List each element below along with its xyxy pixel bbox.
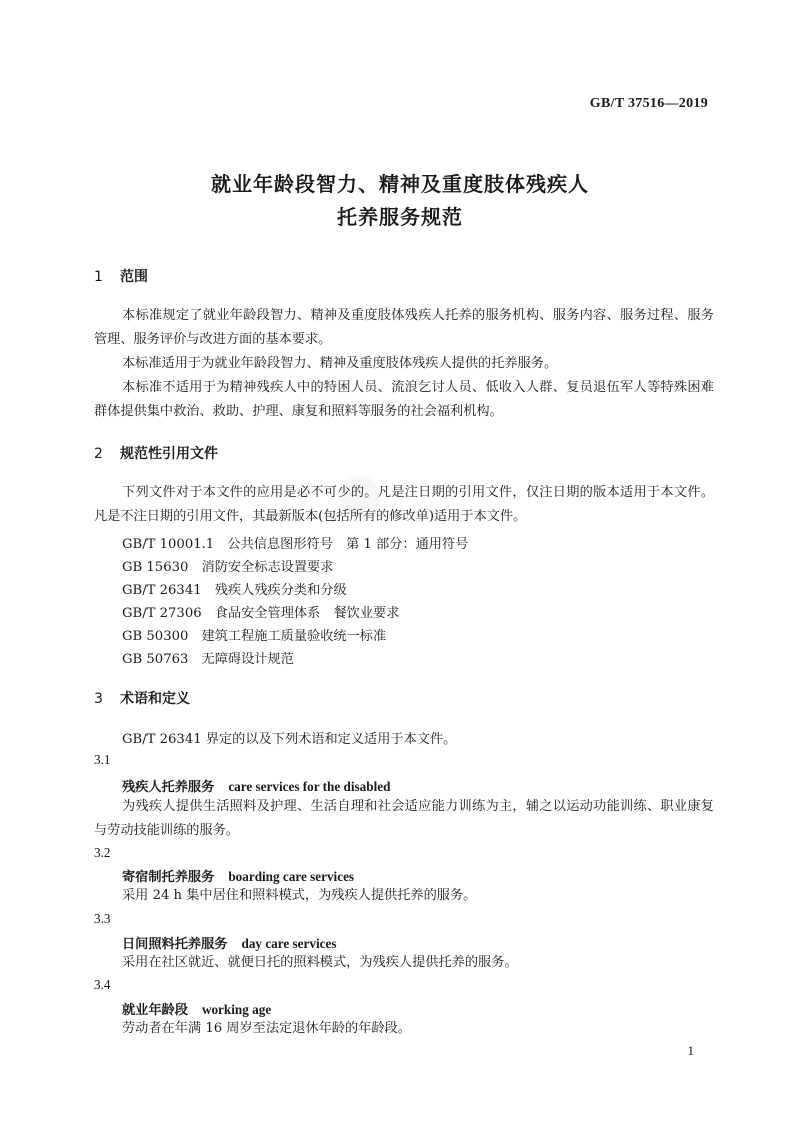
- term-title: [122, 999, 271, 1018]
- term-number: 3.2: [94, 845, 111, 860]
- term-definition: 为残疾人提供生活照料及护理、生活自理和社会适应能力训练为主，辅之以运动功能训练、职业康复与劳动技能训练的服务。: [94, 799, 714, 838]
- section-title: 范围: [120, 269, 148, 285]
- term-title: [122, 776, 390, 795]
- reference-item: GB/T 10001.1 公共信息图形符号 第 1 部分：通用符号: [122, 537, 469, 552]
- section-title: 规范性引用文件: [120, 446, 218, 462]
- reference-item: GB 50300 建筑工程施工质量验收统一标准: [122, 629, 387, 644]
- reference-item: GB/T 27306 食品安全管理体系 餐饮业要求: [122, 606, 400, 621]
- term-chinese: 日间照料托养服务: [122, 937, 228, 952]
- term-title: [122, 933, 336, 952]
- term-number: 3.1: [94, 752, 111, 767]
- paragraph: 本标准不适用于为精神残疾人中的特困人员、流浪乞讨人员、低收入人群、复员退伍军人等特殊困难群体提供集中救治、救助、护理、康复和照料等服务的社会福利机构。: [94, 380, 714, 419]
- paragraph: 下列文件对于本文件的应用是必不可少的。凡是注日期的引用文件，仅注日期的版本适用于本文件。凡是不注日期的引用文件，其最新版本(包括所有的修改单)适用于本文件。: [94, 485, 714, 524]
- section-number: 2: [94, 446, 103, 462]
- paragraph: GB/T 26341 界定的以及下列术语和定义适用于本文件。: [122, 732, 457, 747]
- standard-number: GB/T 37516—2019: [589, 96, 708, 111]
- paragraph: 本标准规定了就业年龄段智力、精神及重度肢体残疾人托养的服务机构、服务内容、服务过程、服务管理、服务评价与改进方面的基本要求。: [94, 308, 714, 347]
- term-chinese: 残疾人托养服务: [122, 780, 215, 795]
- page-number: 1: [687, 1043, 694, 1058]
- section-1-heading: [94, 266, 148, 286]
- paragraph: 本标准适用于为就业年龄段智力、精神及重度肢体残疾人提供的托养服务。: [122, 356, 558, 371]
- section-2-heading: [94, 443, 218, 463]
- term-english: care services for the disabled: [228, 779, 391, 794]
- term-english: day care services: [241, 936, 337, 951]
- term-english: boarding care services: [228, 869, 355, 884]
- section-title: 术语和定义: [120, 691, 190, 707]
- reference-item: GB 15630 消防安全标志设置要求: [122, 560, 334, 575]
- term-definition: 劳动者在年满 16 周岁至法定退休年龄的年龄段。: [122, 1021, 411, 1036]
- term-english: working age: [201, 1002, 272, 1017]
- section-number: 3: [94, 691, 103, 707]
- term-definition: 采用 24 h 集中居住和照料模式，为残疾人提供托养的服务。: [122, 888, 477, 903]
- term-number: 3.4: [94, 977, 111, 992]
- section-number: 1: [94, 269, 103, 285]
- document-title-line-2: 托养服务规范: [337, 205, 463, 229]
- term-title: [122, 866, 354, 885]
- term-chinese: 寄宿制托养服务: [122, 870, 215, 885]
- term-chinese: 就业年龄段: [122, 1003, 188, 1018]
- reference-item: GB 50763 无障碍设计规范: [122, 652, 294, 667]
- reference-item: GB/T 26341 残疾人残疾分类和分级: [122, 583, 347, 598]
- term-number: 3.3: [94, 911, 111, 926]
- section-3-heading: [94, 688, 190, 708]
- document-title-line-1: 就业年龄段智力、精神及重度肢体残疾人: [211, 172, 589, 196]
- term-definition: 采用在社区就近、就便日托的照料模式，为残疾人提供托养的服务。: [122, 955, 518, 970]
